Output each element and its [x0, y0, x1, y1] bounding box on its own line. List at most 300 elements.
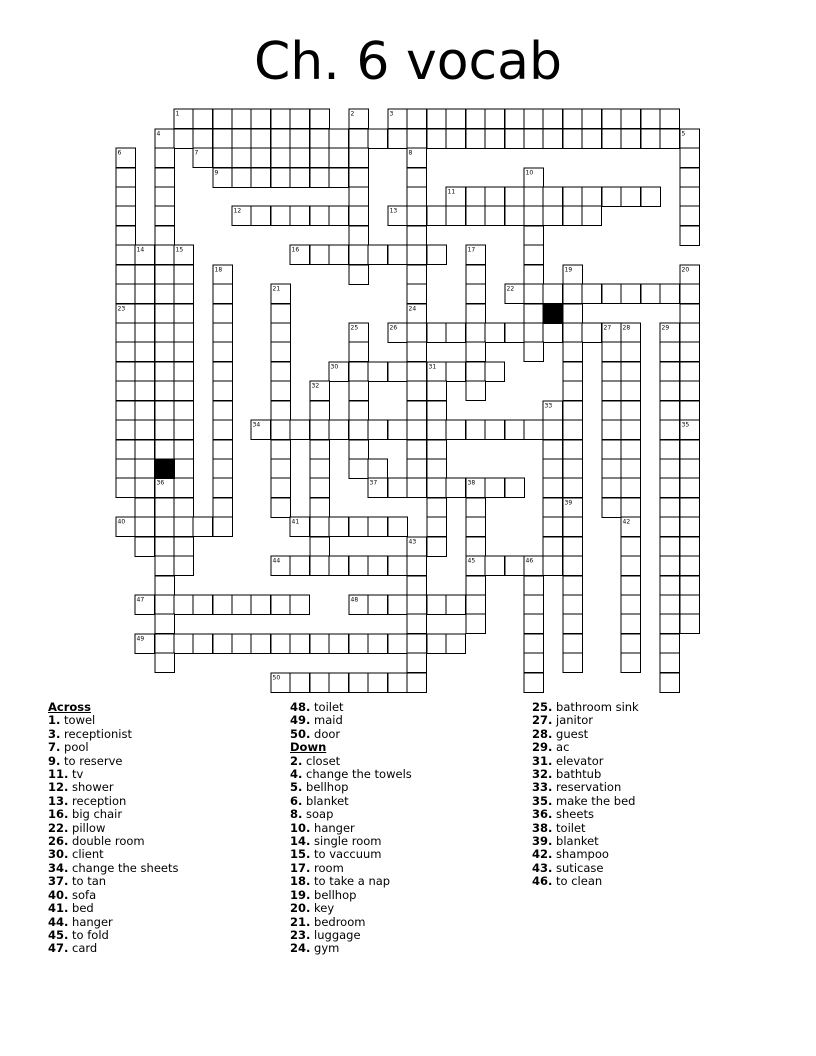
grid-cell[interactable]: [174, 498, 194, 518]
grid-cell[interactable]: [407, 673, 427, 693]
grid-cell[interactable]: [232, 634, 252, 654]
grid-cell[interactable]: [155, 595, 175, 615]
grid-cell[interactable]: [446, 595, 466, 615]
grid-cell[interactable]: [290, 109, 310, 129]
grid-cell[interactable]: [271, 168, 291, 188]
grid-cell[interactable]: [271, 342, 291, 362]
grid-cell[interactable]: [505, 556, 525, 576]
grid-cell[interactable]: [232, 595, 252, 615]
grid-cell[interactable]: [680, 498, 700, 518]
grid-cell[interactable]: [155, 304, 175, 324]
grid-cell[interactable]: [349, 381, 369, 401]
grid-cell[interactable]: [310, 498, 330, 518]
grid-cell[interactable]: [310, 673, 330, 693]
grid-cell[interactable]: [660, 478, 680, 498]
grid-cell[interactable]: [466, 498, 486, 518]
grid-cell[interactable]: [232, 109, 252, 129]
grid-cell[interactable]: [329, 673, 349, 693]
grid-cell[interactable]: [232, 129, 252, 149]
grid-cell[interactable]: [155, 556, 175, 576]
grid-cell[interactable]: [563, 362, 583, 382]
grid-cell[interactable]: [563, 206, 583, 226]
grid-cell[interactable]: [407, 440, 427, 460]
grid-cell[interactable]: [174, 537, 194, 557]
grid-cell[interactable]: [602, 420, 622, 440]
grid-cell[interactable]: [213, 401, 233, 421]
grid-cell[interactable]: [155, 206, 175, 226]
grid-cell[interactable]: [407, 168, 427, 188]
grid-cell[interactable]: [680, 517, 700, 537]
grid-cell[interactable]: [466, 265, 486, 285]
grid-cell[interactable]: [680, 342, 700, 362]
grid-cell[interactable]: [621, 537, 641, 557]
grid-cell[interactable]: [407, 362, 427, 382]
grid-cell[interactable]: [407, 342, 427, 362]
grid-cell[interactable]: [543, 284, 563, 304]
grid-cell[interactable]: [505, 323, 525, 343]
grid-cell[interactable]: [310, 401, 330, 421]
grid-cell[interactable]: [407, 265, 427, 285]
grid-cell[interactable]: [660, 109, 680, 129]
grid-cell[interactable]: [621, 556, 641, 576]
grid-cell[interactable]: [427, 478, 447, 498]
grid-cell[interactable]: [251, 129, 271, 149]
grid-cell[interactable]: [155, 537, 175, 557]
grid-cell[interactable]: [446, 478, 466, 498]
grid-cell[interactable]: [116, 168, 136, 188]
grid-cell[interactable]: [602, 478, 622, 498]
grid-cell[interactable]: [213, 109, 233, 129]
grid-cell[interactable]: [582, 284, 602, 304]
grid-cell[interactable]: [524, 673, 544, 693]
grid-cell[interactable]: [349, 362, 369, 382]
grid-cell[interactable]: [155, 148, 175, 168]
grid-cell[interactable]: [213, 478, 233, 498]
grid-cell[interactable]: [621, 634, 641, 654]
grid-cell[interactable]: [271, 634, 291, 654]
grid-cell[interactable]: [329, 168, 349, 188]
grid-cell[interactable]: [213, 129, 233, 149]
grid-cell[interactable]: [271, 362, 291, 382]
grid-cell[interactable]: [641, 187, 661, 207]
grid-cell[interactable]: [135, 498, 155, 518]
grid-cell[interactable]: [329, 420, 349, 440]
grid-cell[interactable]: [680, 595, 700, 615]
grid-cell[interactable]: [621, 401, 641, 421]
grid-cell[interactable]: [407, 226, 427, 246]
grid-cell[interactable]: [563, 304, 583, 324]
grid-cell[interactable]: [407, 109, 427, 129]
grid-cell[interactable]: [563, 459, 583, 479]
grid-cell[interactable]: [135, 323, 155, 343]
grid-cell[interactable]: [621, 653, 641, 673]
grid-cell[interactable]: [524, 284, 544, 304]
grid-cell[interactable]: [543, 537, 563, 557]
grid-cell[interactable]: [174, 595, 194, 615]
grid-cell[interactable]: [213, 304, 233, 324]
grid-cell[interactable]: [290, 634, 310, 654]
grid-cell[interactable]: [407, 245, 427, 265]
grid-cell[interactable]: [680, 537, 700, 557]
grid-cell[interactable]: [466, 517, 486, 537]
grid-cell[interactable]: [582, 323, 602, 343]
grid-cell[interactable]: [563, 109, 583, 129]
grid-cell[interactable]: [310, 129, 330, 149]
grid-cell[interactable]: [680, 459, 700, 479]
grid-cell[interactable]: [251, 148, 271, 168]
grid-cell[interactable]: [174, 284, 194, 304]
grid-cell[interactable]: [116, 478, 136, 498]
grid-cell[interactable]: [427, 440, 447, 460]
grid-cell[interactable]: [466, 323, 486, 343]
grid-cell[interactable]: [485, 109, 505, 129]
grid-cell[interactable]: [660, 556, 680, 576]
grid-cell[interactable]: [680, 440, 700, 460]
grid-cell[interactable]: [602, 401, 622, 421]
grid-cell[interactable]: [524, 323, 544, 343]
grid-cell[interactable]: [505, 420, 525, 440]
grid-cell[interactable]: [680, 226, 700, 246]
grid-cell[interactable]: [155, 653, 175, 673]
grid-cell[interactable]: [116, 459, 136, 479]
grid-cell[interactable]: [349, 556, 369, 576]
grid-cell[interactable]: [116, 206, 136, 226]
grid-cell[interactable]: [524, 187, 544, 207]
grid-cell[interactable]: [271, 304, 291, 324]
grid-cell[interactable]: [466, 206, 486, 226]
grid-cell[interactable]: [290, 206, 310, 226]
grid-cell[interactable]: [563, 576, 583, 596]
grid-cell[interactable]: [271, 323, 291, 343]
grid-cell[interactable]: [174, 459, 194, 479]
grid-cell[interactable]: [582, 129, 602, 149]
grid-cell[interactable]: [466, 595, 486, 615]
grid-cell[interactable]: [310, 634, 330, 654]
grid-cell[interactable]: [349, 401, 369, 421]
grid-cell[interactable]: [271, 420, 291, 440]
grid-cell[interactable]: [505, 206, 525, 226]
grid-cell[interactable]: [602, 109, 622, 129]
grid-cell[interactable]: [290, 148, 310, 168]
grid-cell[interactable]: [446, 206, 466, 226]
grid-cell[interactable]: [310, 206, 330, 226]
grid-cell[interactable]: [388, 634, 408, 654]
grid-cell[interactable]: [407, 595, 427, 615]
grid-cell[interactable]: [524, 614, 544, 634]
grid-cell[interactable]: [660, 653, 680, 673]
grid-cell[interactable]: [602, 284, 622, 304]
grid-cell[interactable]: [524, 653, 544, 673]
grid-cell[interactable]: [193, 129, 213, 149]
grid-cell[interactable]: [582, 109, 602, 129]
grid-cell[interactable]: [271, 381, 291, 401]
grid-cell[interactable]: [368, 420, 388, 440]
grid-cell[interactable]: [349, 673, 369, 693]
grid-cell[interactable]: [621, 459, 641, 479]
grid-cell[interactable]: [563, 440, 583, 460]
grid-cell[interactable]: [116, 420, 136, 440]
grid-cell[interactable]: [368, 362, 388, 382]
grid-cell[interactable]: [251, 109, 271, 129]
grid-cell[interactable]: [290, 129, 310, 149]
grid-cell[interactable]: [155, 614, 175, 634]
grid-cell[interactable]: [155, 284, 175, 304]
grid-cell[interactable]: [524, 109, 544, 129]
grid-cell[interactable]: [660, 614, 680, 634]
grid-cell[interactable]: [446, 109, 466, 129]
grid-cell[interactable]: [349, 129, 369, 149]
grid-cell[interactable]: [155, 420, 175, 440]
grid-cell[interactable]: [251, 168, 271, 188]
grid-cell[interactable]: [155, 498, 175, 518]
grid-cell[interactable]: [213, 284, 233, 304]
grid-cell[interactable]: [155, 168, 175, 188]
grid-cell[interactable]: [174, 265, 194, 285]
grid-cell[interactable]: [407, 614, 427, 634]
grid-cell[interactable]: [329, 517, 349, 537]
grid-cell[interactable]: [368, 556, 388, 576]
grid-cell[interactable]: [660, 342, 680, 362]
grid-cell[interactable]: [155, 342, 175, 362]
grid-cell[interactable]: [135, 478, 155, 498]
grid-cell[interactable]: [116, 440, 136, 460]
grid-cell[interactable]: [680, 304, 700, 324]
grid-cell[interactable]: [660, 634, 680, 654]
grid-cell[interactable]: [563, 401, 583, 421]
grid-cell[interactable]: [349, 187, 369, 207]
grid-cell[interactable]: [407, 284, 427, 304]
grid-cell[interactable]: [155, 440, 175, 460]
grid-cell[interactable]: [388, 478, 408, 498]
grid-cell[interactable]: [174, 323, 194, 343]
grid-cell[interactable]: [116, 265, 136, 285]
grid-cell[interactable]: [621, 362, 641, 382]
grid-cell[interactable]: [271, 401, 291, 421]
grid-cell[interactable]: [563, 537, 583, 557]
grid-cell[interactable]: [543, 440, 563, 460]
grid-cell[interactable]: [427, 401, 447, 421]
grid-cell[interactable]: [563, 595, 583, 615]
grid-cell[interactable]: [524, 226, 544, 246]
grid-cell[interactable]: [368, 673, 388, 693]
grid-cell[interactable]: [310, 556, 330, 576]
grid-cell[interactable]: [116, 226, 136, 246]
grid-cell[interactable]: [271, 206, 291, 226]
grid-cell[interactable]: [290, 595, 310, 615]
grid-cell[interactable]: [271, 129, 291, 149]
grid-cell[interactable]: [271, 109, 291, 129]
grid-cell[interactable]: [621, 187, 641, 207]
grid-cell[interactable]: [680, 206, 700, 226]
grid-cell[interactable]: [271, 498, 291, 518]
grid-cell[interactable]: [116, 187, 136, 207]
grid-cell[interactable]: [543, 478, 563, 498]
grid-cell[interactable]: [349, 459, 369, 479]
grid-cell[interactable]: [135, 420, 155, 440]
grid-cell[interactable]: [388, 420, 408, 440]
grid-cell[interactable]: [407, 420, 427, 440]
grid-cell[interactable]: [660, 673, 680, 693]
grid-cell[interactable]: [290, 168, 310, 188]
grid-cell[interactable]: [505, 129, 525, 149]
grid-cell[interactable]: [349, 634, 369, 654]
grid-cell[interactable]: [485, 556, 505, 576]
grid-cell[interactable]: [563, 517, 583, 537]
grid-cell[interactable]: [135, 284, 155, 304]
grid-cell[interactable]: [349, 342, 369, 362]
grid-cell[interactable]: [427, 109, 447, 129]
grid-cell[interactable]: [155, 401, 175, 421]
grid-cell[interactable]: [174, 556, 194, 576]
grid-cell[interactable]: [349, 226, 369, 246]
grid-cell[interactable]: [505, 187, 525, 207]
grid-cell[interactable]: [505, 478, 525, 498]
grid-cell[interactable]: [407, 459, 427, 479]
grid-cell[interactable]: [310, 245, 330, 265]
grid-cell[interactable]: [213, 498, 233, 518]
grid-cell[interactable]: [680, 187, 700, 207]
grid-cell[interactable]: [368, 245, 388, 265]
grid-cell[interactable]: [290, 556, 310, 576]
grid-cell[interactable]: [543, 129, 563, 149]
grid-cell[interactable]: [524, 304, 544, 324]
grid-cell[interactable]: [251, 634, 271, 654]
grid-cell[interactable]: [310, 420, 330, 440]
grid-cell[interactable]: [524, 595, 544, 615]
grid-cell[interactable]: [602, 440, 622, 460]
grid-cell[interactable]: [232, 168, 252, 188]
grid-cell[interactable]: [680, 284, 700, 304]
grid-cell[interactable]: [271, 478, 291, 498]
grid-cell[interactable]: [680, 614, 700, 634]
grid-cell[interactable]: [213, 634, 233, 654]
grid-cell[interactable]: [213, 420, 233, 440]
grid-cell[interactable]: [563, 634, 583, 654]
grid-cell[interactable]: [602, 381, 622, 401]
grid-cell[interactable]: [524, 245, 544, 265]
grid-cell[interactable]: [621, 381, 641, 401]
grid-cell[interactable]: [680, 556, 700, 576]
grid-cell[interactable]: [563, 342, 583, 362]
grid-cell[interactable]: [543, 323, 563, 343]
grid-cell[interactable]: [543, 517, 563, 537]
grid-cell[interactable]: [427, 634, 447, 654]
grid-cell[interactable]: [427, 323, 447, 343]
grid-cell[interactable]: [349, 420, 369, 440]
grid-cell[interactable]: [310, 459, 330, 479]
grid-cell[interactable]: [407, 634, 427, 654]
grid-cell[interactable]: [485, 323, 505, 343]
grid-cell[interactable]: [427, 206, 447, 226]
grid-cell[interactable]: [466, 342, 486, 362]
grid-cell[interactable]: [427, 245, 447, 265]
grid-cell[interactable]: [466, 420, 486, 440]
grid-cell[interactable]: [368, 634, 388, 654]
grid-cell[interactable]: [135, 537, 155, 557]
grid-cell[interactable]: [310, 517, 330, 537]
grid-cell[interactable]: [407, 323, 427, 343]
grid-cell[interactable]: [193, 634, 213, 654]
grid-cell[interactable]: [602, 342, 622, 362]
grid-cell[interactable]: [349, 206, 369, 226]
grid-cell[interactable]: [349, 517, 369, 537]
grid-cell[interactable]: [290, 673, 310, 693]
grid-cell[interactable]: [155, 323, 175, 343]
grid-cell[interactable]: [310, 168, 330, 188]
grid-cell[interactable]: [116, 284, 136, 304]
grid-cell[interactable]: [368, 129, 388, 149]
grid-cell[interactable]: [135, 381, 155, 401]
grid-cell[interactable]: [251, 595, 271, 615]
grid-cell[interactable]: [310, 440, 330, 460]
grid-cell[interactable]: [329, 634, 349, 654]
grid-cell[interactable]: [680, 576, 700, 596]
grid-cell[interactable]: [174, 401, 194, 421]
grid-cell[interactable]: [660, 440, 680, 460]
grid-cell[interactable]: [329, 245, 349, 265]
grid-cell[interactable]: [660, 517, 680, 537]
grid-cell[interactable]: [213, 323, 233, 343]
grid-cell[interactable]: [193, 517, 213, 537]
grid-cell[interactable]: [135, 440, 155, 460]
grid-cell[interactable]: [155, 226, 175, 246]
grid-cell[interactable]: [329, 206, 349, 226]
grid-cell[interactable]: [621, 420, 641, 440]
grid-cell[interactable]: [485, 362, 505, 382]
grid-cell[interactable]: [524, 576, 544, 596]
grid-cell[interactable]: [563, 556, 583, 576]
grid-cell[interactable]: [680, 362, 700, 382]
grid-cell[interactable]: [524, 265, 544, 285]
grid-cell[interactable]: [174, 478, 194, 498]
grid-cell[interactable]: [213, 517, 233, 537]
grid-cell[interactable]: [621, 498, 641, 518]
grid-cell[interactable]: [407, 187, 427, 207]
grid-cell[interactable]: [524, 420, 544, 440]
grid-cell[interactable]: [427, 420, 447, 440]
grid-cell[interactable]: [660, 537, 680, 557]
grid-cell[interactable]: [135, 362, 155, 382]
grid-cell[interactable]: [174, 342, 194, 362]
grid-cell[interactable]: [388, 673, 408, 693]
grid-cell[interactable]: [213, 148, 233, 168]
grid-cell[interactable]: [660, 129, 680, 149]
grid-cell[interactable]: [310, 478, 330, 498]
grid-cell[interactable]: [485, 478, 505, 498]
grid-cell[interactable]: [213, 459, 233, 479]
grid-cell[interactable]: [563, 129, 583, 149]
grid-cell[interactable]: [174, 129, 194, 149]
grid-cell[interactable]: [543, 459, 563, 479]
grid-cell[interactable]: [543, 109, 563, 129]
grid-cell[interactable]: [116, 245, 136, 265]
grid-cell[interactable]: [602, 129, 622, 149]
grid-cell[interactable]: [446, 420, 466, 440]
grid-cell[interactable]: [135, 342, 155, 362]
grid-cell[interactable]: [135, 517, 155, 537]
grid-cell[interactable]: [310, 537, 330, 557]
grid-cell[interactable]: [466, 362, 486, 382]
grid-cell[interactable]: [524, 129, 544, 149]
grid-cell[interactable]: [680, 168, 700, 188]
grid-cell[interactable]: [621, 440, 641, 460]
grid-cell[interactable]: [329, 129, 349, 149]
grid-cell[interactable]: [485, 420, 505, 440]
grid-cell[interactable]: [621, 129, 641, 149]
grid-cell[interactable]: [213, 362, 233, 382]
grid-cell[interactable]: [193, 595, 213, 615]
grid-cell[interactable]: [446, 634, 466, 654]
